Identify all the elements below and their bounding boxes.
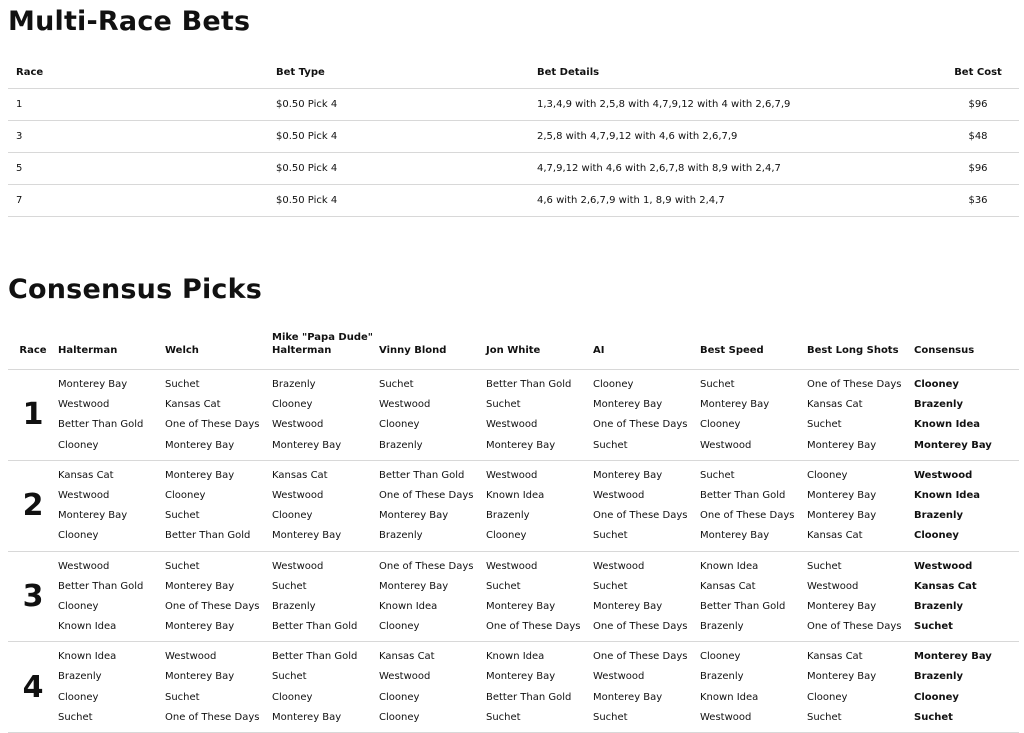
race-row — [8, 642, 1019, 733]
pick-item: One of These Days — [807, 379, 902, 390]
pick-item: One of These Days — [593, 510, 688, 522]
pick-item: Suchet — [379, 379, 414, 390]
table-row — [8, 89, 1019, 121]
pick-item: Known Idea — [486, 489, 545, 501]
pick-item: Monterey Bay — [379, 510, 449, 522]
header-bet-details: Bet Details — [529, 56, 937, 89]
handicapper-picks-cell — [486, 642, 593, 733]
pick-item: Westwood — [914, 469, 973, 481]
pick-item: Better Than Gold — [58, 419, 144, 431]
handicapper-picks-cell — [165, 642, 272, 733]
pick-item: Clooney — [58, 439, 99, 451]
pick-item: Known Idea — [486, 651, 545, 663]
pick-item: Clooney — [807, 469, 848, 481]
pick-item: Kansas Cat — [807, 399, 863, 411]
header-line: AI — [593, 345, 605, 356]
bet-details-cell: 4,7,9,12 with 4,6 with 2,6,7,8 with 8,9 with 2,4,7 — [529, 153, 937, 185]
consensus-picks-table — [8, 327, 1019, 733]
pick-item: Monterey Bay — [379, 580, 449, 592]
pick-item: Suchet — [593, 711, 628, 723]
bet-type-cell: $0.50 Pick 4 — [268, 121, 529, 153]
pick-item: Kansas Cat — [58, 469, 114, 481]
race-row — [8, 370, 1019, 461]
pick-item: Known Idea — [58, 651, 117, 663]
race-cell: 7 — [8, 185, 268, 217]
pick-item: Monterey Bay — [914, 439, 992, 451]
pick-item: Clooney — [379, 711, 420, 723]
pick-item: Westwood — [807, 580, 859, 592]
pick-item: Better Than Gold — [379, 469, 465, 481]
pick-item: One of These Days — [593, 419, 688, 431]
pick-item: Suchet — [914, 621, 953, 633]
pick-item: Westwood — [272, 489, 324, 501]
header-bet-cost: Bet Cost — [937, 56, 1019, 89]
race-cell: 1 — [8, 89, 268, 121]
header-jon-white — [486, 327, 593, 370]
pick-item: Brazenly — [486, 510, 530, 522]
pick-item: Better Than Gold — [700, 600, 786, 612]
pick-item: Known Idea — [914, 489, 980, 501]
handicapper-picks-cell — [700, 370, 807, 461]
pick-item: Suchet — [807, 419, 842, 431]
handicapper-picks-cell — [700, 642, 807, 733]
pick-item: One of These Days — [593, 621, 688, 633]
pick-item: Better Than Gold — [486, 691, 572, 703]
pick-item: Suchet — [486, 399, 521, 411]
consensus-picks-cell — [914, 460, 1019, 551]
bet-type-cell: $0.50 Pick 4 — [268, 185, 529, 217]
pick-item: Monterey Bay — [807, 439, 877, 451]
pick-item: Brazenly — [914, 671, 963, 683]
pick-item: Clooney — [165, 489, 206, 501]
pick-item: Monterey Bay — [165, 671, 235, 683]
pick-item: Kansas Cat — [807, 651, 863, 663]
header-consensus — [914, 327, 1019, 370]
pick-item: Monterey Bay — [272, 711, 342, 723]
bet-cost-cell: $36 — [937, 185, 1019, 217]
handicapper-picks-cell — [165, 370, 272, 461]
pick-item: Monterey Bay — [807, 600, 877, 612]
handicapper-picks-cell — [486, 370, 593, 461]
table-header-row — [8, 327, 1019, 370]
pick-item: One of These Days — [165, 419, 260, 431]
handicapper-picks-cell — [379, 370, 486, 461]
race-number: 3 — [8, 551, 58, 642]
pick-item: Suchet — [165, 560, 200, 572]
pick-item: Westwood — [379, 671, 431, 683]
pick-item: One of These Days — [379, 489, 474, 501]
pick-item: Suchet — [807, 560, 842, 572]
header-race: Race — [8, 56, 268, 89]
pick-item: Clooney — [272, 399, 313, 411]
pick-item: Monterey Bay — [165, 439, 235, 451]
handicapper-picks-cell — [272, 460, 379, 551]
pick-item: Monterey Bay — [807, 510, 877, 522]
bet-cost-cell: $48 — [937, 121, 1019, 153]
pick-item: Suchet — [165, 510, 200, 522]
handicapper-picks-cell — [700, 460, 807, 551]
pick-item: Clooney — [914, 379, 959, 390]
header-line: Welch — [165, 345, 199, 356]
pick-item: Suchet — [593, 580, 628, 592]
pick-item: Monterey Bay — [807, 671, 877, 683]
pick-item: Clooney — [700, 419, 741, 431]
pick-item: Monterey Bay — [914, 651, 992, 663]
race-cell: 5 — [8, 153, 268, 185]
table-header-row — [8, 56, 1019, 89]
pick-item: Brazenly — [700, 671, 744, 683]
pick-item: Westwood — [379, 399, 431, 411]
pick-item: Monterey Bay — [272, 530, 342, 542]
pick-item: Suchet — [914, 711, 953, 723]
table-row — [8, 121, 1019, 153]
pick-item: Westwood — [58, 399, 110, 411]
pick-item: Brazenly — [272, 379, 316, 390]
consensus-picks-cell — [914, 642, 1019, 733]
pick-item: Clooney — [486, 530, 527, 542]
pick-item: Brazenly — [914, 399, 963, 411]
pick-item: Brazenly — [914, 510, 963, 522]
header-race: Race — [8, 327, 58, 370]
pick-item: Monterey Bay — [486, 600, 556, 612]
pick-item: Known Idea — [58, 621, 117, 633]
header-line: Best Speed — [700, 345, 764, 356]
pick-item: Clooney — [58, 600, 99, 612]
consensus-picks-title: Consensus Picks — [8, 274, 263, 305]
pick-item: Monterey Bay — [486, 439, 556, 451]
pick-item: Clooney — [700, 651, 741, 663]
pick-item: Suchet — [593, 439, 628, 451]
pick-item: Suchet — [272, 580, 307, 592]
handicapper-picks-cell — [593, 551, 700, 642]
handicapper-picks-cell — [593, 642, 700, 733]
handicapper-picks-cell — [700, 551, 807, 642]
pick-item: Suchet — [807, 711, 842, 723]
handicapper-picks-cell — [165, 460, 272, 551]
pick-item: Clooney — [379, 419, 420, 431]
pick-item: Suchet — [486, 711, 521, 723]
pick-item: One of These Days — [486, 621, 581, 633]
handicapper-picks-cell — [593, 460, 700, 551]
pick-item: Clooney — [914, 530, 959, 542]
pick-item: Monterey Bay — [272, 439, 342, 451]
pick-item: Kansas Cat — [914, 580, 977, 592]
pick-item: Suchet — [165, 691, 200, 703]
pick-item: Monterey Bay — [165, 469, 235, 481]
pick-item: Westwood — [593, 560, 645, 572]
handicapper-picks-cell — [58, 370, 165, 461]
pick-item: Kansas Cat — [379, 651, 435, 663]
pick-item: Monterey Bay — [593, 691, 663, 703]
pick-item: Better Than Gold — [58, 580, 144, 592]
pick-item: Brazenly — [379, 530, 423, 542]
pick-item: Clooney — [593, 379, 634, 390]
bet-cost-cell: $96 — [937, 89, 1019, 121]
pick-item: Westwood — [700, 439, 752, 451]
pick-item: Westwood — [165, 651, 217, 663]
multi-race-bets-table — [8, 56, 1019, 217]
pick-item: Suchet — [593, 530, 628, 542]
bet-details-cell: 2,5,8 with 4,7,9,12 with 4,6 with 2,6,7,9 — [529, 121, 937, 153]
pick-item: Brazenly — [700, 621, 744, 633]
header-line: Vinny Blond — [379, 345, 447, 356]
bet-cost-cell: $96 — [937, 153, 1019, 185]
pick-item: Clooney — [807, 691, 848, 703]
pick-item: Better Than Gold — [272, 651, 358, 663]
pick-item: Westwood — [272, 560, 324, 572]
pick-item: Suchet — [272, 671, 307, 683]
pick-item: Monterey Bay — [593, 399, 663, 411]
pick-item: Westwood — [914, 560, 973, 572]
pick-item: Monterey Bay — [593, 469, 663, 481]
pick-item: Westwood — [272, 419, 324, 431]
pick-item: Westwood — [593, 489, 645, 501]
pick-item: Clooney — [379, 621, 420, 633]
pick-item: Better Than Gold — [165, 530, 251, 542]
handicapper-picks-cell — [379, 551, 486, 642]
header-halterman — [58, 327, 165, 370]
bet-type-cell: $0.50 Pick 4 — [268, 89, 529, 121]
pick-item: Brazenly — [272, 600, 316, 612]
handicapper-picks-cell — [486, 460, 593, 551]
pick-item: One of These Days — [165, 600, 260, 612]
header-halterman-papa-dude — [272, 327, 379, 370]
pick-item: Kansas Cat — [700, 580, 756, 592]
header-welch — [165, 327, 272, 370]
pick-item: Suchet — [700, 469, 735, 481]
pick-item: Monterey Bay — [58, 379, 128, 390]
consensus-picks-cell — [914, 551, 1019, 642]
pick-item: Suchet — [165, 379, 200, 390]
pick-item: Known Idea — [379, 600, 438, 612]
pick-item: Clooney — [272, 691, 313, 703]
pick-item: One of These Days — [700, 510, 795, 522]
pick-item: Kansas Cat — [807, 530, 863, 542]
bet-details-cell: 4,6 with 2,6,7,9 with 1, 8,9 with 2,4,7 — [529, 185, 937, 217]
pick-item: Monterey Bay — [700, 399, 770, 411]
pick-item: Brazenly — [914, 600, 963, 612]
pick-item: Westwood — [58, 489, 110, 501]
pick-item: Westwood — [486, 419, 538, 431]
handicapper-picks-cell — [379, 642, 486, 733]
pick-item: Better Than Gold — [700, 489, 786, 501]
pick-item: Suchet — [486, 580, 521, 592]
header-line: Halterman — [272, 345, 332, 356]
pick-item: Better Than Gold — [486, 379, 572, 390]
pick-item: Known Idea — [700, 691, 759, 703]
pick-item: Known Idea — [914, 419, 980, 431]
pick-item: One of These Days — [593, 651, 688, 663]
pick-item: Clooney — [58, 530, 99, 542]
handicapper-picks-cell — [486, 551, 593, 642]
race-number: 2 — [8, 460, 58, 551]
handicapper-picks-cell — [807, 642, 914, 733]
handicapper-picks-cell — [58, 551, 165, 642]
pick-item: Clooney — [58, 691, 99, 703]
handicapper-picks-cell — [807, 551, 914, 642]
header-best-speed — [700, 327, 807, 370]
pick-item: Westwood — [593, 671, 645, 683]
handicapper-picks-cell — [272, 642, 379, 733]
table-row — [8, 153, 1019, 185]
handicapper-picks-cell — [807, 460, 914, 551]
pick-item: Westwood — [700, 711, 752, 723]
race-number: 4 — [8, 642, 58, 733]
pick-item: Better Than Gold — [272, 621, 358, 633]
pick-item: One of These Days — [165, 711, 260, 723]
pick-item: Monterey Bay — [58, 510, 128, 522]
header-best-long-shots — [807, 327, 914, 370]
pick-item: Clooney — [272, 510, 313, 522]
pick-item: Suchet — [58, 711, 93, 723]
pick-item: Monterey Bay — [486, 671, 556, 683]
header-line: Mike "Papa Dude" — [272, 332, 374, 343]
header-line: Halterman — [58, 345, 118, 356]
pick-item: Monterey Bay — [807, 489, 877, 501]
header-vinny-blond — [379, 327, 486, 370]
pick-item: Westwood — [486, 560, 538, 572]
header-line: Best Long Shots — [807, 345, 899, 356]
race-row — [8, 551, 1019, 642]
pick-item: Clooney — [914, 691, 959, 703]
pick-item: Monterey Bay — [593, 600, 663, 612]
pick-item: Westwood — [58, 560, 110, 572]
table-row — [8, 185, 1019, 217]
race-number: 1 — [8, 370, 58, 461]
pick-item: Monterey Bay — [165, 621, 235, 633]
pick-item: One of These Days — [379, 560, 474, 572]
header-line: Jon White — [486, 345, 541, 356]
pick-item: Brazenly — [58, 671, 102, 683]
handicapper-picks-cell — [58, 460, 165, 551]
bet-details-cell: 1,3,4,9 with 2,5,8 with 4,7,9,12 with 4 with 2,6,7,9 — [529, 89, 937, 121]
multi-race-bets-title: Multi-Race Bets — [8, 6, 251, 37]
handicapper-picks-cell — [165, 551, 272, 642]
pick-item: Monterey Bay — [700, 530, 770, 542]
pick-item: Kansas Cat — [165, 399, 221, 411]
pick-item: Clooney — [379, 691, 420, 703]
header-ai — [593, 327, 700, 370]
header-line: Consensus — [914, 345, 975, 356]
handicapper-picks-cell — [593, 370, 700, 461]
pick-item: Westwood — [486, 469, 538, 481]
handicapper-picks-cell — [58, 642, 165, 733]
handicapper-picks-cell — [807, 370, 914, 461]
bet-type-cell: $0.50 Pick 4 — [268, 153, 529, 185]
pick-item: Known Idea — [700, 560, 759, 572]
handicapper-picks-cell — [379, 460, 486, 551]
handicapper-picks-cell — [272, 551, 379, 642]
race-cell: 3 — [8, 121, 268, 153]
consensus-picks-cell — [914, 370, 1019, 461]
pick-item: Brazenly — [379, 439, 423, 451]
pick-item: Suchet — [700, 379, 735, 390]
pick-item: Monterey Bay — [165, 580, 235, 592]
race-row — [8, 460, 1019, 551]
pick-item: One of These Days — [807, 621, 902, 633]
handicapper-picks-cell — [272, 370, 379, 461]
pick-item: Kansas Cat — [272, 469, 328, 481]
header-bet-type: Bet Type — [268, 56, 529, 89]
